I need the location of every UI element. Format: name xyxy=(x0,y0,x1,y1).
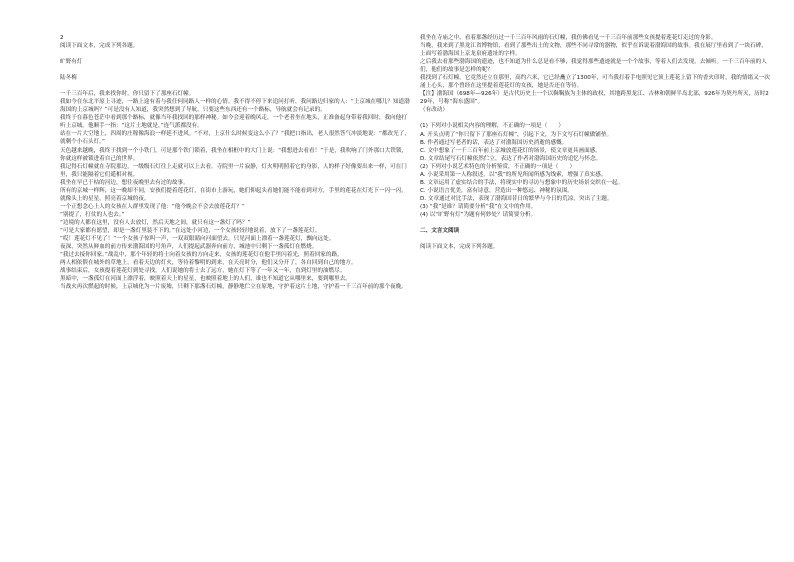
source-note: （有改动） xyxy=(420,107,448,114)
question-item: D. 文章结尾写石灯幢依然伫立，表达了作者对渤海国历史的追忆与怀念。 xyxy=(420,155,602,162)
article-paragraph: 一个正想念心上人的女孩在人群里发现了他：“他今晚会不会去放莲花灯？” xyxy=(60,203,245,210)
question-item: A. 小说采用第一人称叙述，以“我”的所见所闻所感为线索，增强了真实感。 xyxy=(420,171,607,178)
article-paragraph: 所有的京城一样辉，这一晚却不同，安孩们提着莲花灯，在街市上游玩，她们仰起头看她们能不能看到对方，手里的莲花在灯光下一闪一闪，就像头上的星星，照亮着京城的夜。 xyxy=(60,187,407,202)
article-paragraph: 我坐在寺庙之中，看着那盏经历过一千三百年风雨的石灯幢，我仿佛看见一千三百年前那些女孩提着莲花灯走过的身影。 xyxy=(420,35,717,41)
question-item: B. 作者通过写老者的话，表达了对渤海国历史消逝的感慨。 xyxy=(420,139,568,146)
article-paragraph: 我终于在暮色苍茫中看到那个路标，就像当年我找回的那样神秘。如今会迎着晚风走，一个老者坐在地头，正准备起身带着我回时，我向他打听上京城。他顺手一指：“这片土地就是。”连气派都没有。 xyxy=(60,115,407,130)
article-body-continued xyxy=(420,34,772,106)
reading-instruction: 阅读下面文本，完成下列各题。 xyxy=(60,43,139,50)
article-paragraph: 之后我去看那些渤海国的遗迹，也不知道为什么总是看不够，我觉得那些遗迹就是一个个故事，等着人们去发现，去倾听。一千三百年前的人们，他们的故事是怎样的呢？ xyxy=(420,59,767,74)
article-author: 陆冬梅 xyxy=(60,75,77,82)
article-paragraph: “别提了，打仗的人也去。” xyxy=(60,211,125,218)
article-paragraph: 战事结束后，女孩提着莲花灯到处寻找，人们说她的将士去了远方，她在灯下等了一年又一年，直到灯里的油燃尽。 xyxy=(60,268,346,275)
article-paragraph: 我找到了石灯幢，它竟然还立在那里，高约六米，它已经矗立了1300年，可当我打着手电照见它顶上莲花上留下的香火印时，我的情绪又一次涌上心头，那个曾经在这里提着莲花灯的女孩，她是否还在等待。 xyxy=(420,75,770,90)
article-paragraph: 站在一片大空地上，四周的庄稼像海浪一样延不进风。“不对，上京什么时候变这么小了？”我把口指出，老人很然答气冲淡地说：“都改光了，就剩个小石头灯。” xyxy=(60,131,410,146)
article-paragraph: “可是大家都有愿望，却是一盏灯里装不下的。”在远处小河边，一个女孩轻轻地说着，放下了一盏莲花灯。 xyxy=(60,227,321,234)
question-item: A. 开头点明了“你只留下了那座石灯幢”，引起下文，为下文写石灯幢做铺垫。 xyxy=(420,131,613,138)
article-paragraph: 一千三百年后，我来找你时，你只留下了那座石灯幢。 xyxy=(60,91,195,98)
question-item: (4) 以“旷野有灯”为题有何妙处？请简要分析。 xyxy=(420,211,537,218)
article-body xyxy=(60,90,412,291)
question-item: (3) “我”是谁？请简要分析“我”在文中的作用。 xyxy=(420,203,537,210)
article-paragraph: 我坐在早已干枯的河边，想往夜晚里去有过的故事。 xyxy=(60,179,189,186)
question-item: C. 文中想象了一千三百年前上京城放莲花灯的场景，使文章更具画面感。 xyxy=(420,147,601,154)
question-number: 2 xyxy=(60,35,64,41)
question-item: B. 文章运用了虚实结合的手法，将现实中的寻访与想象中的历史场景交织在一起。 xyxy=(420,179,624,186)
left-column xyxy=(60,34,412,291)
right-column xyxy=(420,34,772,251)
article-paragraph: “哎！莲花灯不见了！”一个女孩子惊叫一声，一双双眼睛向河面望去，只见河面上漂着一盏莲花灯，飘向远处。 xyxy=(60,236,335,243)
article-paragraph: 当晚，我来到了黑龙江省博物馆，看到了那些出土的文物，那些不同寻常的器物，似乎在诉说着渤海国的故事。我在展厅里看到了一块石碑，上面写着渤海国上京龙泉府遗址的字样。 xyxy=(420,43,767,58)
question-item: C. 小说语言优美，富有诗意，营造出一种悠远、神秘的氛围。 xyxy=(420,187,573,194)
article-paragraph: 天色越来越晚，我终于找到一个小铁门，可是那个铁门锁着，我坐在相框中的大门上说：“我想进去看看！”于是，我吹响了门外那口大铁锁，你就这样被锁进着自己的世界。 xyxy=(60,147,408,162)
article-paragraph: “我过去接你回家。”战乱中，那个年轻的将士向着女孩的方向走来，女孩的莲花灯在他手里闪着光，照着回家的路。 xyxy=(60,252,343,259)
article-paragraph: 我记得石灯幢就在寺院那边，一级级石灯往上走就可以上去看。寺院里一片寂静，灯火明明照着它的身影，人的样子好像要出来一样，可在门里，我只能隔着它们遥相对视。 xyxy=(60,163,407,178)
article-paragraph: 我如今在东北平原上寻迹，一路上途有着与我任何同路人一样的心情。我不得不停下来追问打听，我问路边归家的人：“上京城在哪儿？知道渤海国的上京城吗？”可是没有人知道，我突然想到了导航，只要这些东西还有一个路标，导航就会有记录的。 xyxy=(60,99,410,114)
article-title: 旷野有灯 xyxy=(60,59,83,66)
section-instruction: 阅读下面文本，完成下列各题。 xyxy=(420,244,499,251)
question-item: (1) 下列对小说相关内容的理解，不正确的一项是（ ） xyxy=(420,123,564,130)
article-paragraph: 两人相依偎在城外的草地上，看着天边的灯火，等待着黎明的到来，在天亮时分，他们又分开了，各自回到自己的地方。 xyxy=(60,260,357,267)
article-paragraph: 黑暗中，一盏孤灯在河面上漂浮着，映照着天上的星星，也映照着地上的人们，谁也不知道它从哪里来，要到哪里去。 xyxy=(60,276,351,283)
article-paragraph: 【注】渤海国（698年—926年）是古代历史上一个以靺鞨族为主体的政权，其地跨黑龙江、吉林和朝鲜半岛北部，926年为契丹所灭，历时229年，号称“海东盛国”。 xyxy=(420,91,769,106)
section-heading: 二、文言文阅读 xyxy=(420,228,460,235)
article-paragraph: 夜深，突然从鲜血的前方传来渤海国的号角声，人们提起武器奔向前方，城池中只剩下一盏孤灯在燃烧。 xyxy=(60,244,318,251)
article-paragraph: 当战火再次燃起的时候，上京城化为一片废墟，只剩下那盏石灯幢，静静地伫立在原地，守护着这片土地，守护着一千三百年前的那个夜晚。 xyxy=(60,284,407,291)
question-item: D. 文章通过对比手法，表现了渤海国昔日的繁华与今日的荒凉，突出了主题。 xyxy=(420,195,613,202)
question-list xyxy=(420,122,772,219)
question-item: (2) 下列对小说艺术特色的分析鉴赏，不正确的一项是（ ） xyxy=(420,163,576,170)
article-paragraph: “边境的人都在这里，没有人去放灯，然后天地之间，就只有这一盏灯了吗？” xyxy=(60,219,251,226)
